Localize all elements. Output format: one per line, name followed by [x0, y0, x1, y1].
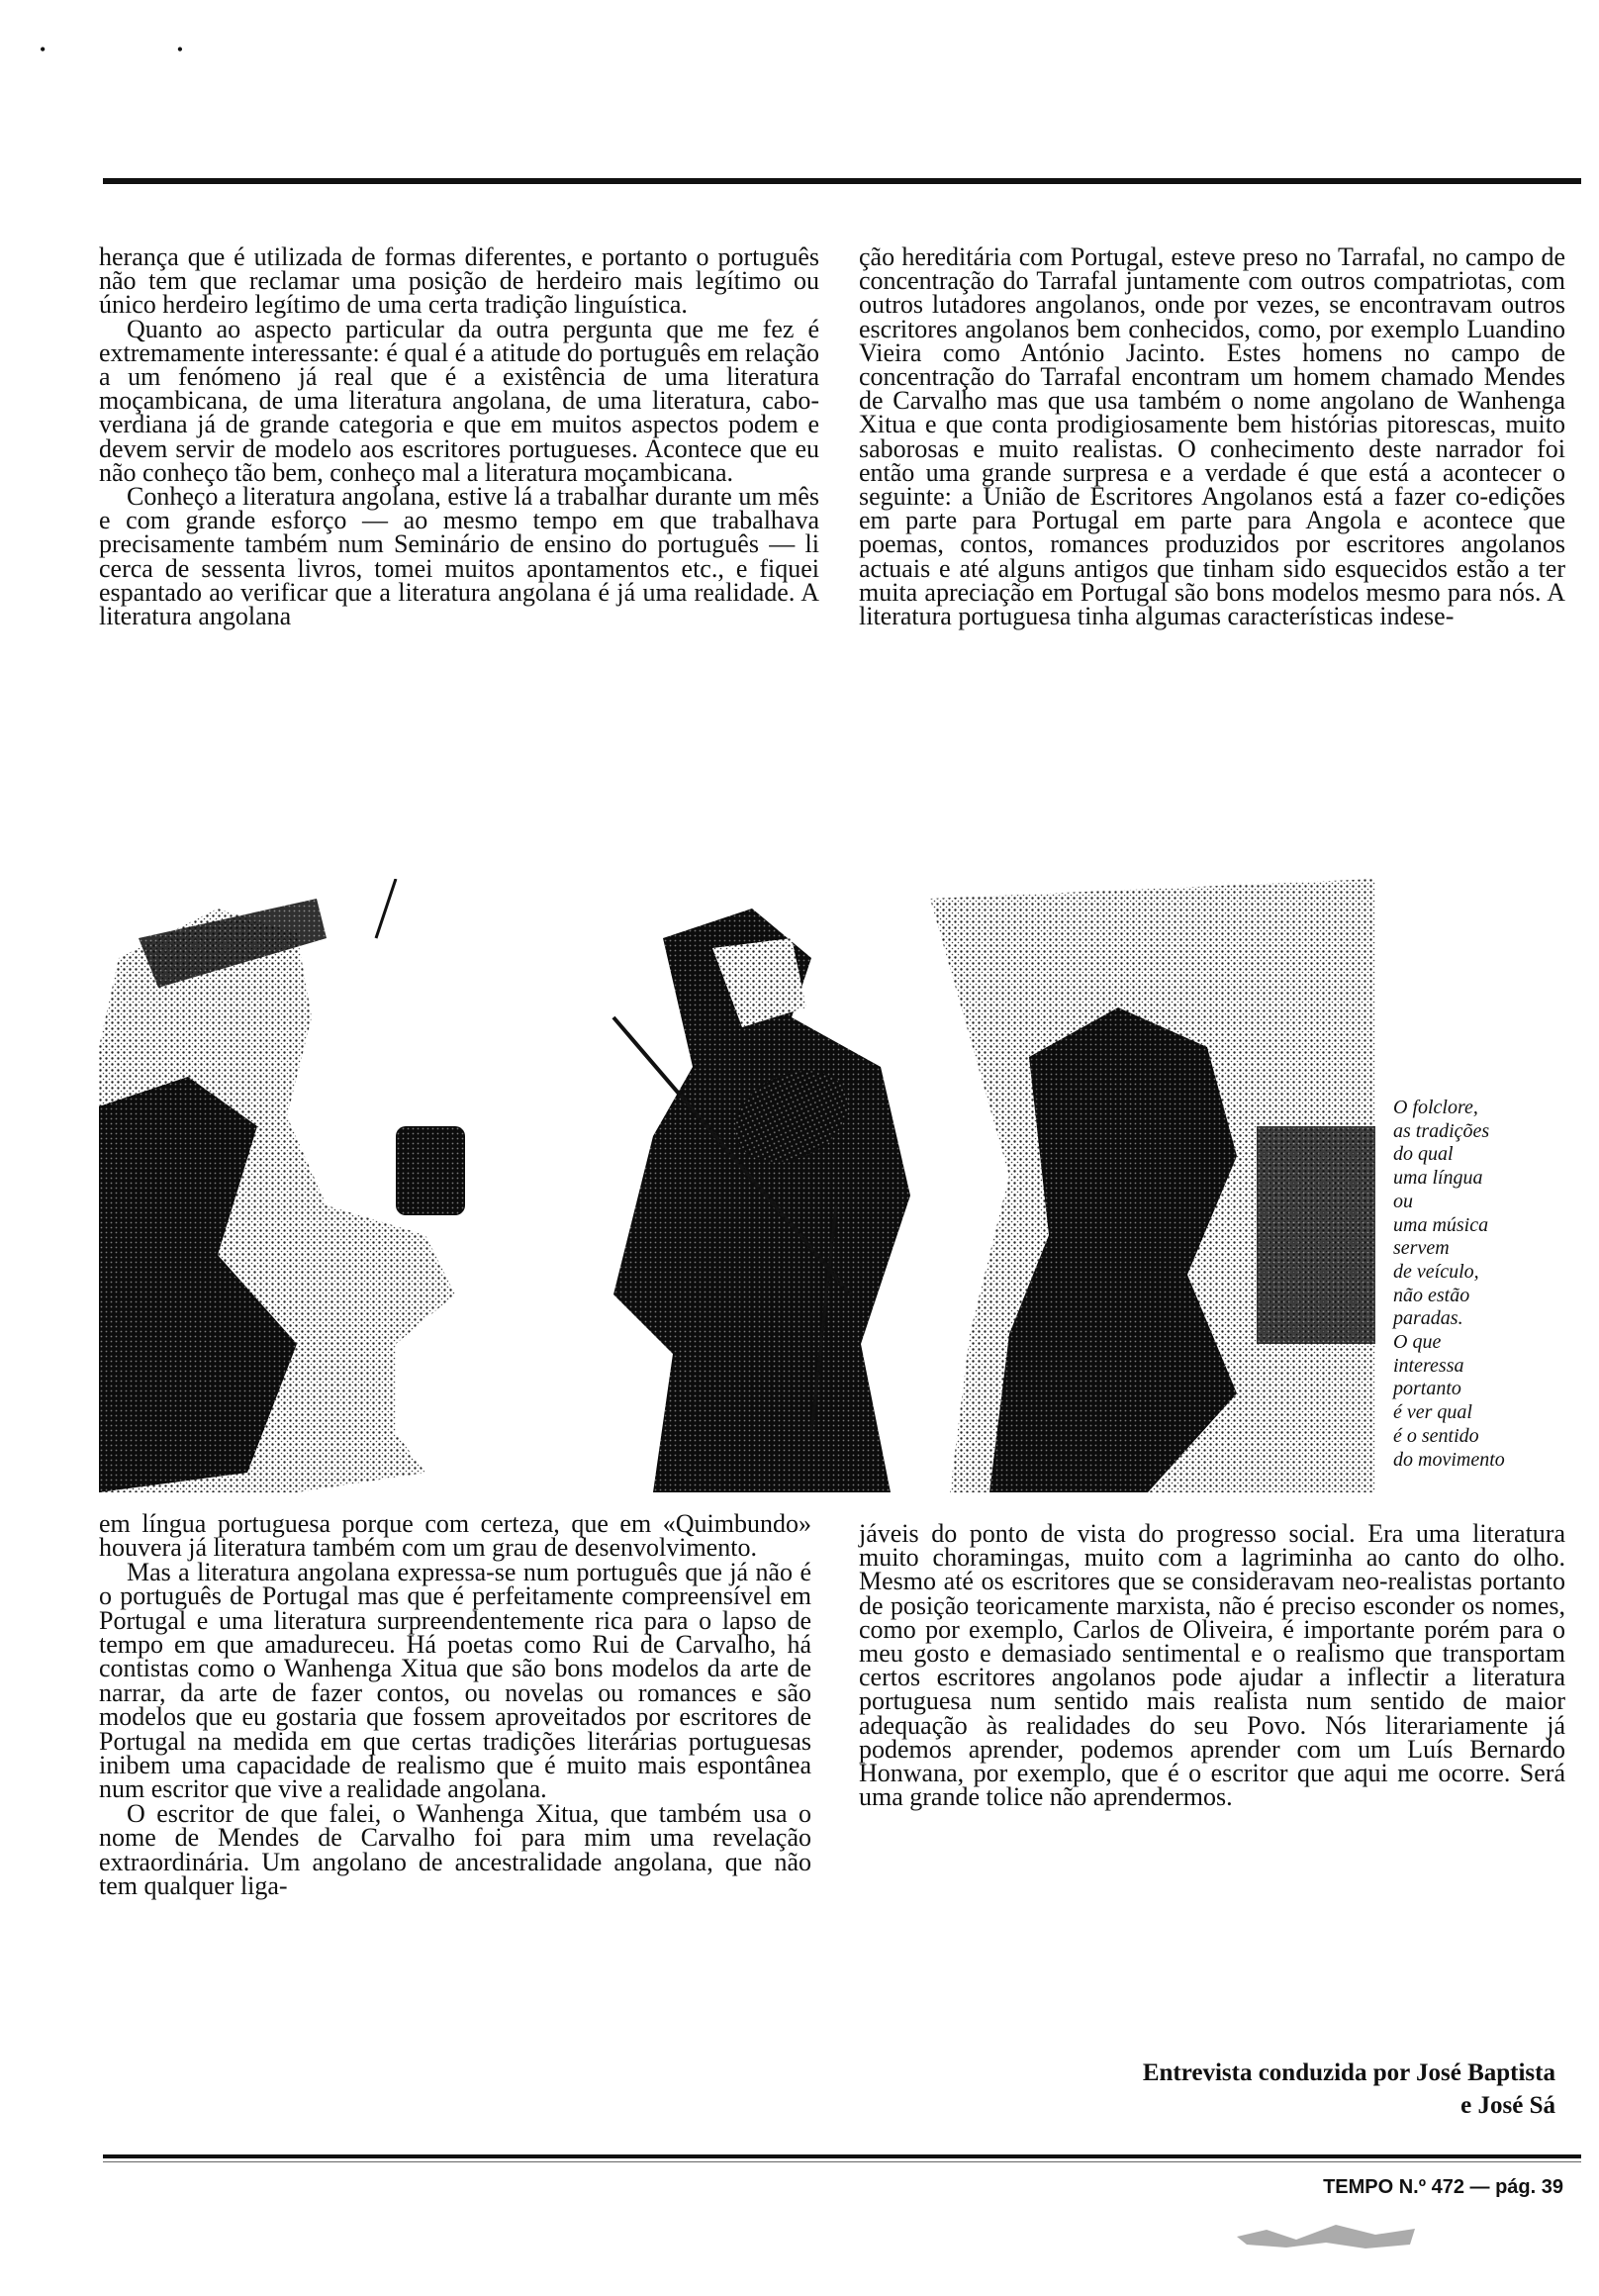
article-column-bottom-left — [99, 1509, 811, 1901]
page-footer: TEMPO N.º 472 — pág. 39 — [1323, 2176, 1563, 2198]
bottom-rule-thin — [103, 2161, 1581, 2162]
scan-smudge — [1227, 2215, 1425, 2254]
credit-line: Entrevista conduzida por José Baptista — [1142, 2059, 1555, 2086]
article-column-bottom-right — [859, 1519, 1565, 1812]
top-rule — [103, 178, 1581, 184]
interview-credit — [950, 2057, 1555, 2122]
paragraph: herança que é utilizada de formas diferentes, e portanto o português não tem que reclamar uma posição de herdeiro mais legítimo ou único herdeiro legítimo de uma certa tradição linguística. — [99, 242, 819, 320]
credit-line: e José Sá — [1460, 2092, 1555, 2119]
paragraph: O escritor de que falei, o Wanhenga Xitua, que também usa o nome de Mendes de Carvalho foi para mim uma revelação extraordinária. Um angolano de ancestralidade angolana, que não tem qualquer liga- — [99, 1798, 811, 1901]
photo-caption: O folclore, as tradições do qual uma língua ou uma música servem de veículo, não estão paradas. O que interessa portanto é ver qual é o sentido do movimento — [1393, 1097, 1505, 1471]
paragraph: Conheço a literatura angolana, estive lá a trabalhar durante um mês e com grande esforço — ao mesmo tempo em que trabalhava precisamente também num Seminário de ensino do português — li cerca de sessenta livros, tomei muitos apontamentos etc., e fiquei espantado ao verificar que a literatura angolana é já uma realidade. A literatura angolana — [99, 482, 819, 631]
paragraph: Mas a literatura angolana expressa-se num português que já não é o português de Portugal mas que é perfeitamente compreensível em Portugal e uma literatura surpreendentemente rica para o lapso de tempo em que amadureceu. Há poetas como Rui de Carvalho, há contistas como o Wanhenga Xitua que são bons modelos da arte de narrar, da arte de fazer contos, ou novelas ou romances e são modelos que eu gostaria que fossem aproveitados por escritores de Portugal na medida em que certas tradições literárias portuguesas inibem uma capacidade de realismo que é muito mais espontânea num escritor que vive a realidade angolana. — [99, 1557, 811, 1804]
article-column-top-right — [859, 242, 1565, 631]
article-column-top-left — [99, 242, 819, 631]
scan-specks: • • — [40, 40, 247, 59]
paragraph: jáveis do ponto de vista do progresso social. Era uma literatura muito choramingas, muito com a lagriminha ao canto do olho. Mesmo até os escritores que se consideravam neo-realistas portanto de posição teoricamente marxista, não é preciso esconder os nomes, como por exemplo, Carlos de Oliveira, é importante porém para o meu gosto e demasiado sentimental e o realismo que transportam certos escritores angolanos pode ajudar a inflectir a literatura portuguesa num sentido mais realista num sentido de maior adequação às realidades do seu Povo. Nós literariamente já podemos aprender, podemos aprender com um Luís Bernardo Honwana, por exemplo, que é o escritor que aqui me ocorre. Será uma grande tolice não aprendermos. — [859, 1519, 1565, 1812]
paragraph: Quanto ao aspecto particular da outra pergunta que me fez é extremamente interessante: é qual é a atitude do português em relação a um fenómeno já real que é a existência de uma literatura moçambicana, de uma literatura angolana, de uma literatura, cabo-verdiana já de grande categoria e que em muitos aspectos podem e devem servir de modelo aos escritores portugueses. Acontece que eu não conheço tão bem, conheço mal a literatura moçambicana. — [99, 314, 819, 487]
paragraph: em língua portuguesa porque com certeza, que em «Quimbundo» houvera já literatura também com um grau de desenvolvimento. — [99, 1509, 811, 1563]
bottom-rule — [103, 2154, 1581, 2158]
photo-musicians — [99, 879, 1375, 1492]
paragraph: ção hereditária com Portugal, esteve preso no Tarrafal, no campo de concentração do Tarrafal juntamente com outros compatriotas, com outros lutadores angolanos, onde por vezes, se encontravam outros escritores angolanos bem conhecidos, como, por exemplo Luandino Vieira como António Jacinto. Estes homens no campo de concentração do Tarrafal encontram um homem chamado Mendes de Carvalho mas que usa também o nome angolano de Wanhenga Xitua e que conta prodigiosamente bem histórias pitorescas, muito saborosas e muito realistas. O conhecimento deste narrador foi então uma grande surpresa e a verdade é que está a acontecer o seguinte: a União de Escritores Angolanos está a fazer co-edições em parte para Portugal em parte para Angola e acontece que poemas, contos, romances produzidos por escritores angolanos actuais e até alguns antigos que tinham sido esquecidos estão a ter muita apreciação em Portugal são bons modelos mesmo para nós. A literatura portuguesa tinha algumas características indese- — [859, 242, 1565, 631]
